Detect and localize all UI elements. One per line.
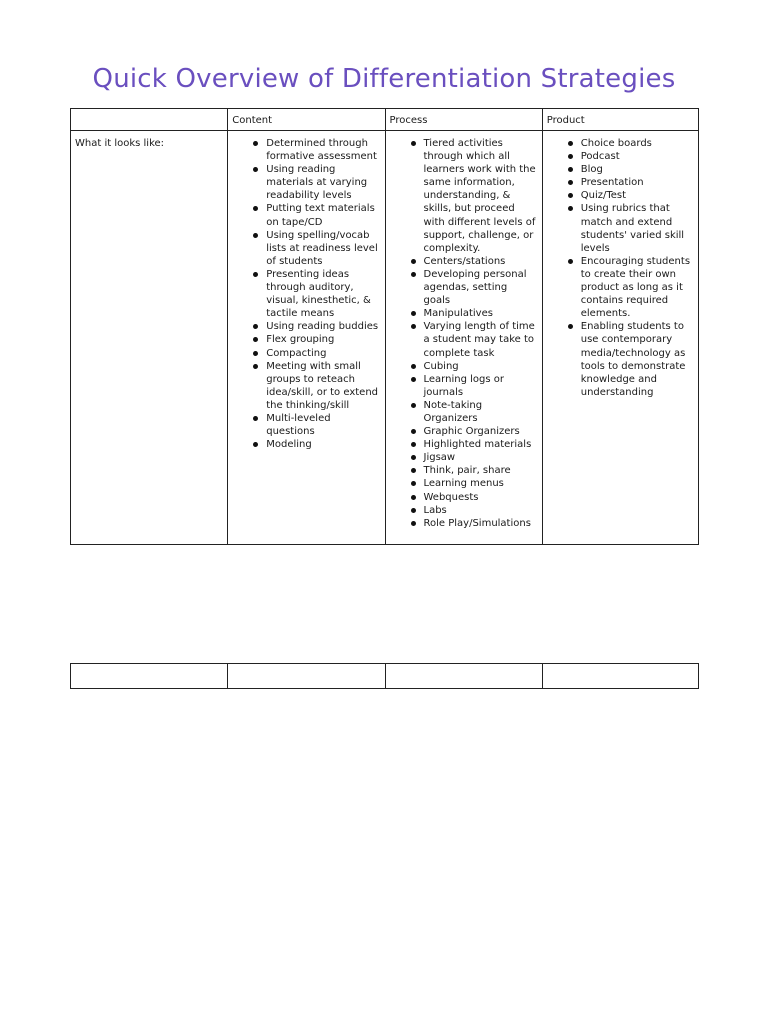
process-list-item: Graphic Organizers bbox=[424, 425, 536, 438]
product-cell bbox=[542, 131, 698, 545]
process-list-item: Tiered activities through which all learners work with the same information, understanding, & skills, but proceed with different levels of support, challenge, or complexity. bbox=[423, 138, 536, 254]
content-list-item: Presenting ideas through auditory, visual, kinesthetic, & tactile means bbox=[266, 268, 378, 320]
page-title: Quick Overview of Differentiation Strategies bbox=[92, 64, 676, 94]
empty-table-row bbox=[71, 664, 699, 689]
product-list-item: Using rubrics that match and extend students' varied skill levels bbox=[581, 202, 692, 254]
process-list-item: Webquests bbox=[424, 491, 536, 504]
content-list-item: Using reading buddies bbox=[266, 321, 379, 333]
empty-cell bbox=[542, 664, 698, 689]
empty-cell bbox=[385, 664, 542, 689]
empty-table bbox=[70, 663, 699, 689]
row-label-cell bbox=[71, 131, 228, 545]
header-cell-process: Process bbox=[385, 109, 542, 131]
content-list-item: Compacting bbox=[266, 347, 378, 360]
product-list-item: Presentation bbox=[581, 176, 692, 189]
process-cell bbox=[385, 131, 542, 545]
table-header-row bbox=[71, 109, 699, 131]
row-label: What it looks like: bbox=[75, 138, 165, 149]
process-list-item: Labs bbox=[424, 504, 536, 517]
process-list bbox=[386, 131, 542, 530]
process-list-item: Jigsaw bbox=[424, 451, 536, 464]
content-list-item: Multi-leveled questions bbox=[266, 412, 378, 438]
content-list-item: Flex grouping bbox=[266, 333, 378, 346]
product-list-item: Quiz/Test bbox=[581, 189, 692, 202]
process-list-item: Cubing bbox=[424, 360, 536, 373]
empty-cell bbox=[71, 664, 228, 689]
header-cell-empty bbox=[71, 109, 228, 131]
process-list-item: Varying length of time a student may take to complete task bbox=[423, 321, 535, 359]
empty-cell bbox=[228, 664, 385, 689]
process-list-item: Developing personal agendas, setting goals bbox=[424, 268, 536, 307]
content-list-item: Using reading materials at varying readability levels bbox=[266, 163, 378, 202]
process-list-item: Role Play/Simulations bbox=[424, 517, 536, 530]
process-list-item: Learning logs or journals bbox=[424, 373, 536, 399]
product-list-item: Podcast bbox=[581, 150, 692, 163]
content-list-item: Modeling bbox=[266, 438, 378, 451]
content-list-item: Putting text materials on tape/CD bbox=[266, 202, 378, 228]
header-cell-product: Product bbox=[542, 109, 698, 131]
product-list-item: Blog bbox=[581, 163, 692, 176]
process-list-item: Think, pair, share bbox=[424, 464, 536, 477]
content-list-item: Using spelling/vocab lists at readiness level of students bbox=[266, 229, 378, 267]
strategy-table bbox=[70, 108, 699, 545]
process-list-item: Centers/stations bbox=[424, 255, 536, 268]
process-list-item: Highlighted materials bbox=[424, 438, 536, 451]
content-cell bbox=[228, 131, 385, 545]
process-list-item: Note-taking Organizers bbox=[424, 399, 536, 425]
product-list-item: Enabling students to use contemporary media/technology as tools to demonstrate knowledge and understanding bbox=[581, 320, 692, 399]
product-list bbox=[543, 131, 698, 399]
product-list-item: Encouraging students to create their own product as long as it contains required elements. bbox=[580, 255, 691, 320]
content-list-item: Determined through formative assessment bbox=[266, 138, 377, 163]
table-body-row bbox=[71, 131, 699, 545]
header-cell-content: Content bbox=[228, 109, 385, 131]
process-list-item: Learning menus bbox=[424, 477, 536, 490]
product-list-item: Choice boards bbox=[581, 137, 692, 150]
content-list-item: Meeting with small groups to reteach idea/skill, or to extend the thinking/skill bbox=[266, 360, 378, 411]
content-list bbox=[228, 131, 384, 451]
process-list-item: Manipulatives bbox=[424, 307, 536, 320]
